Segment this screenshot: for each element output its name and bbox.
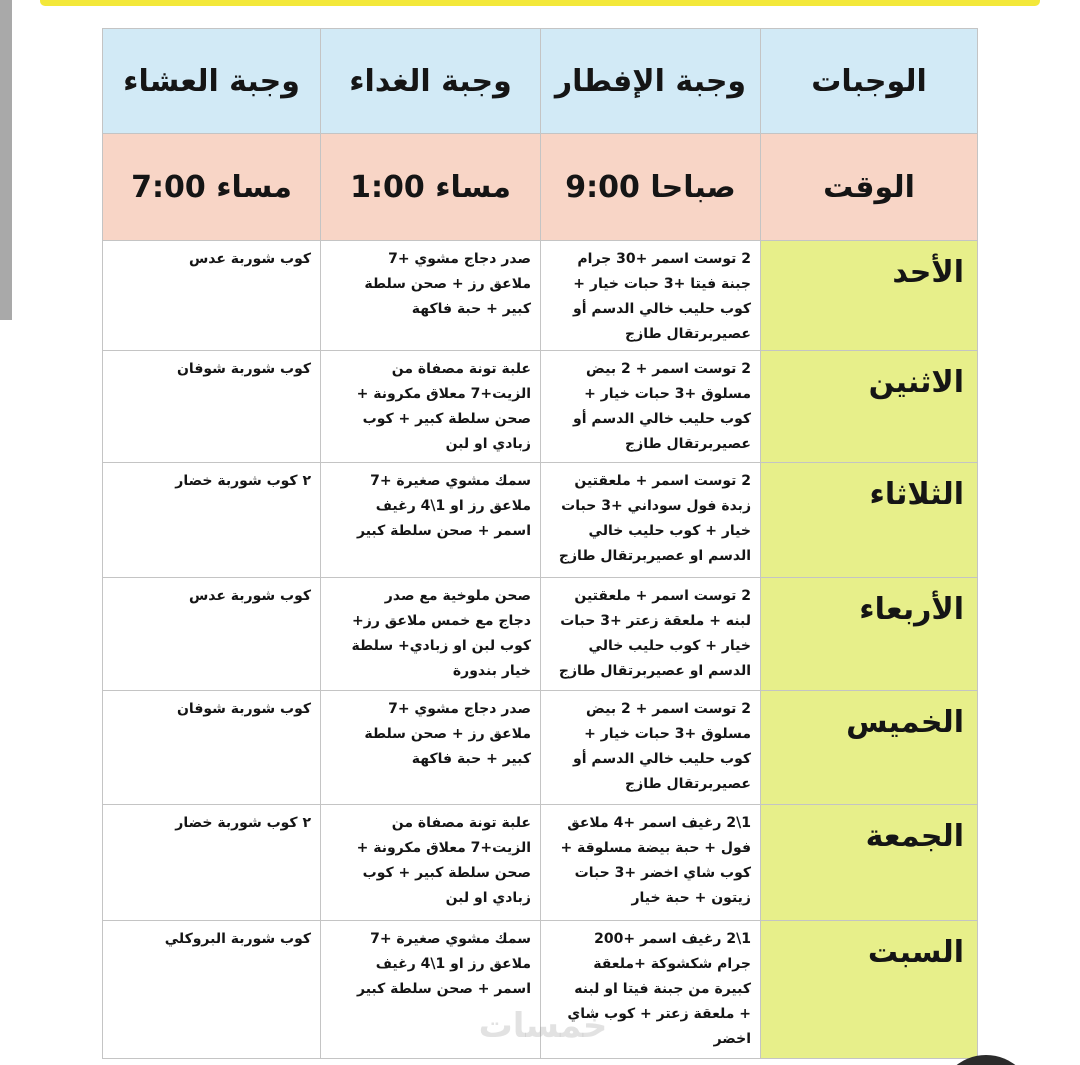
- lunch-cell: [321, 351, 540, 462]
- dinner-cell: [103, 805, 320, 920]
- meal-line: 2 توست اسمر + 2 بيض: [586, 361, 751, 377]
- dinner-cell: [103, 241, 320, 350]
- meal-line: علبة تونة مصفاة من: [391, 361, 531, 377]
- header-breakfast: وجبة الإفطار: [554, 63, 747, 99]
- meal-line: عصيربرتقال طازج: [625, 776, 751, 792]
- meal-line: كوب شوربة شوفان: [176, 701, 311, 717]
- dinner-time: 7:00 مساء: [131, 169, 292, 205]
- meal-line: + ملعقة زعتر + كوب شاي: [567, 1006, 751, 1022]
- lunch-cell: [321, 691, 540, 804]
- meal-line: كوب شاي اخضر +3 حبات: [574, 865, 751, 881]
- lunch-time-cell: [321, 134, 540, 240]
- meal-line: زبادي او لبن: [445, 436, 531, 452]
- breakfast-cell: [541, 691, 760, 804]
- meal-line: اسمر + صحن سلطة كبير: [357, 523, 531, 539]
- meal-line: دجاج مع خمس ملاعق رز+: [352, 613, 531, 629]
- meal-line: الدسم او عصيربرتقال طازج: [558, 548, 751, 564]
- meal-line: ٢ كوب شوربة خضار: [175, 815, 311, 831]
- lunch-cell: [321, 805, 540, 920]
- meal-line: عصيربرتقال طازج: [625, 436, 751, 452]
- meal-line: ملاعق رز + صحن سلطة: [364, 726, 531, 742]
- meal-line: مسلوق +3 حبات خيار +: [584, 386, 751, 402]
- meal-line: زبدة فول سوداني +3 حبات: [561, 498, 751, 514]
- meal-line: سمك مشوي صغيرة +7: [370, 931, 531, 947]
- meal-line: الزيت+7 معلاق مكرونة +: [356, 386, 531, 402]
- meal-line: كوب حليب خالي الدسم أو: [573, 751, 751, 767]
- meal-line: كوب لبن او زبادي+ سلطة: [351, 638, 531, 654]
- day-name: الثلاثاء: [761, 463, 977, 577]
- dinner-time-cell: [103, 134, 320, 240]
- breakfast-cell: [541, 463, 760, 577]
- dinner-cell: [103, 463, 320, 577]
- lunch-cell: [321, 241, 540, 350]
- header-breakfast-cell: [541, 29, 760, 133]
- lunch-time: 1:00 مساء: [350, 169, 511, 205]
- day-name: الخميس: [761, 691, 977, 804]
- meal-line: صحن سلطة كبير + كوب: [362, 411, 531, 427]
- meal-line: ٢ كوب شوربة خضار: [175, 473, 311, 489]
- meal-line: 2 توست اسمر + ملعقتين: [574, 588, 751, 604]
- header-lunch-cell: [321, 29, 540, 133]
- dinner-cell: [103, 921, 320, 1058]
- top-highlight-bar: [40, 0, 1040, 6]
- meal-line: 2 توست اسمر + 2 بيض: [586, 701, 751, 717]
- time-label: الوقت: [823, 169, 915, 205]
- meal-line: كوب شوربة البروكلي: [164, 931, 311, 947]
- meal-line: كوب شوربة عدس: [188, 251, 311, 267]
- meal-line: اسمر + صحن سلطة كبير: [357, 981, 531, 997]
- dinner-cell: [103, 351, 320, 462]
- left-edge-bar: [0, 0, 12, 320]
- meal-line: كوب شوربة شوفان: [176, 361, 311, 377]
- meal-line: 2 توست اسمر +30 جرام: [577, 251, 751, 267]
- meal-line: ملاعق رز او 1\4 رغيف: [375, 498, 531, 514]
- meal-line: كوب حليب خالي الدسم أو: [573, 301, 751, 317]
- khamsat-watermark: خمسات: [478, 1006, 608, 1046]
- meal-line: خيار بندورة: [452, 663, 531, 679]
- meal-line: الزيت+7 معلاق مكرونة +: [356, 840, 531, 856]
- day-name: الأربعاء: [761, 578, 977, 690]
- meal-plan-table: [102, 28, 978, 1059]
- meal-line: مسلوق +3 حبات خيار +: [584, 726, 751, 742]
- header-meals-cell: [761, 29, 977, 133]
- meal-line: زبادي او لبن: [445, 890, 531, 906]
- meal-line: الدسم او عصيربرتقال طازج: [558, 663, 751, 679]
- meal-line: صدر دجاج مشوي +7: [388, 701, 531, 717]
- meal-line: لبنه + ملعقة زعتر +3 حبات: [560, 613, 751, 629]
- meal-line: صدر دجاج مشوي +7: [388, 251, 531, 267]
- meal-line: 1\2 رغيف اسمر +200: [594, 931, 751, 947]
- breakfast-time-cell: [541, 134, 760, 240]
- header-meals: الوجبات: [811, 63, 927, 99]
- day-name: الجمعة: [761, 805, 977, 920]
- floating-action-button[interactable]: [938, 1053, 1034, 1065]
- meal-line: كوب شوربة عدس: [188, 588, 311, 604]
- meal-line: صحن ملوخية مع صدر: [384, 588, 531, 604]
- meal-line: 2 توست اسمر + ملعقتين: [574, 473, 751, 489]
- day-name: الأحد: [761, 241, 977, 350]
- meal-line: فول + حبة بيضة مسلوقة +: [560, 840, 751, 856]
- breakfast-cell: [541, 805, 760, 920]
- dinner-cell: [103, 691, 320, 804]
- meal-line: عصيربرتقال طازج: [625, 326, 751, 342]
- lunch-cell: [321, 463, 540, 577]
- lunch-cell: [321, 578, 540, 690]
- breakfast-cell: [541, 351, 760, 462]
- floating-button-shape[interactable]: [938, 1055, 1034, 1065]
- day-name: السبت: [761, 921, 977, 1058]
- meal-line: كبير + حبة فاكهة: [411, 301, 531, 317]
- meal-line: اخضر: [713, 1031, 751, 1047]
- header-dinner-cell: [103, 29, 320, 133]
- meal-line: 1\2 رغيف اسمر +4 ملاعق: [567, 815, 751, 831]
- breakfast-cell: [541, 241, 760, 350]
- meal-line: علبة تونة مصفاة من: [391, 815, 531, 831]
- header-lunch: وجبة الغداء: [349, 63, 512, 99]
- meal-line: ملاعق رز او 1\4 رغيف: [375, 956, 531, 972]
- meal-line: كوب حليب خالي الدسم أو: [573, 411, 751, 427]
- breakfast-time: 9:00 صباحا: [565, 169, 736, 205]
- meal-line: جرام شكشوكة +ملعقة: [593, 956, 751, 972]
- time-label-cell: [761, 134, 977, 240]
- breakfast-cell: [541, 578, 760, 690]
- meal-line: خيار + كوب حليب خالي: [588, 523, 751, 539]
- day-name: الاثنين: [761, 351, 977, 462]
- dinner-cell: [103, 578, 320, 690]
- meal-line: صحن سلطة كبير + كوب: [362, 865, 531, 881]
- meal-line: زيتون + حبة خيار: [631, 890, 751, 906]
- meal-line: سمك مشوي صغيرة +7: [370, 473, 531, 489]
- meal-line: ملاعق رز + صحن سلطة: [364, 276, 531, 292]
- meal-line: كبيرة من جبنة فيتا او لبنه: [574, 981, 751, 997]
- header-dinner: وجبة العشاء: [123, 63, 300, 99]
- meal-line: خيار + كوب حليب خالي: [588, 638, 751, 654]
- meal-line: كبير + حبة فاكهة: [411, 751, 531, 767]
- meal-line: جبنة فيتا +3 حبات خيار +: [573, 276, 751, 292]
